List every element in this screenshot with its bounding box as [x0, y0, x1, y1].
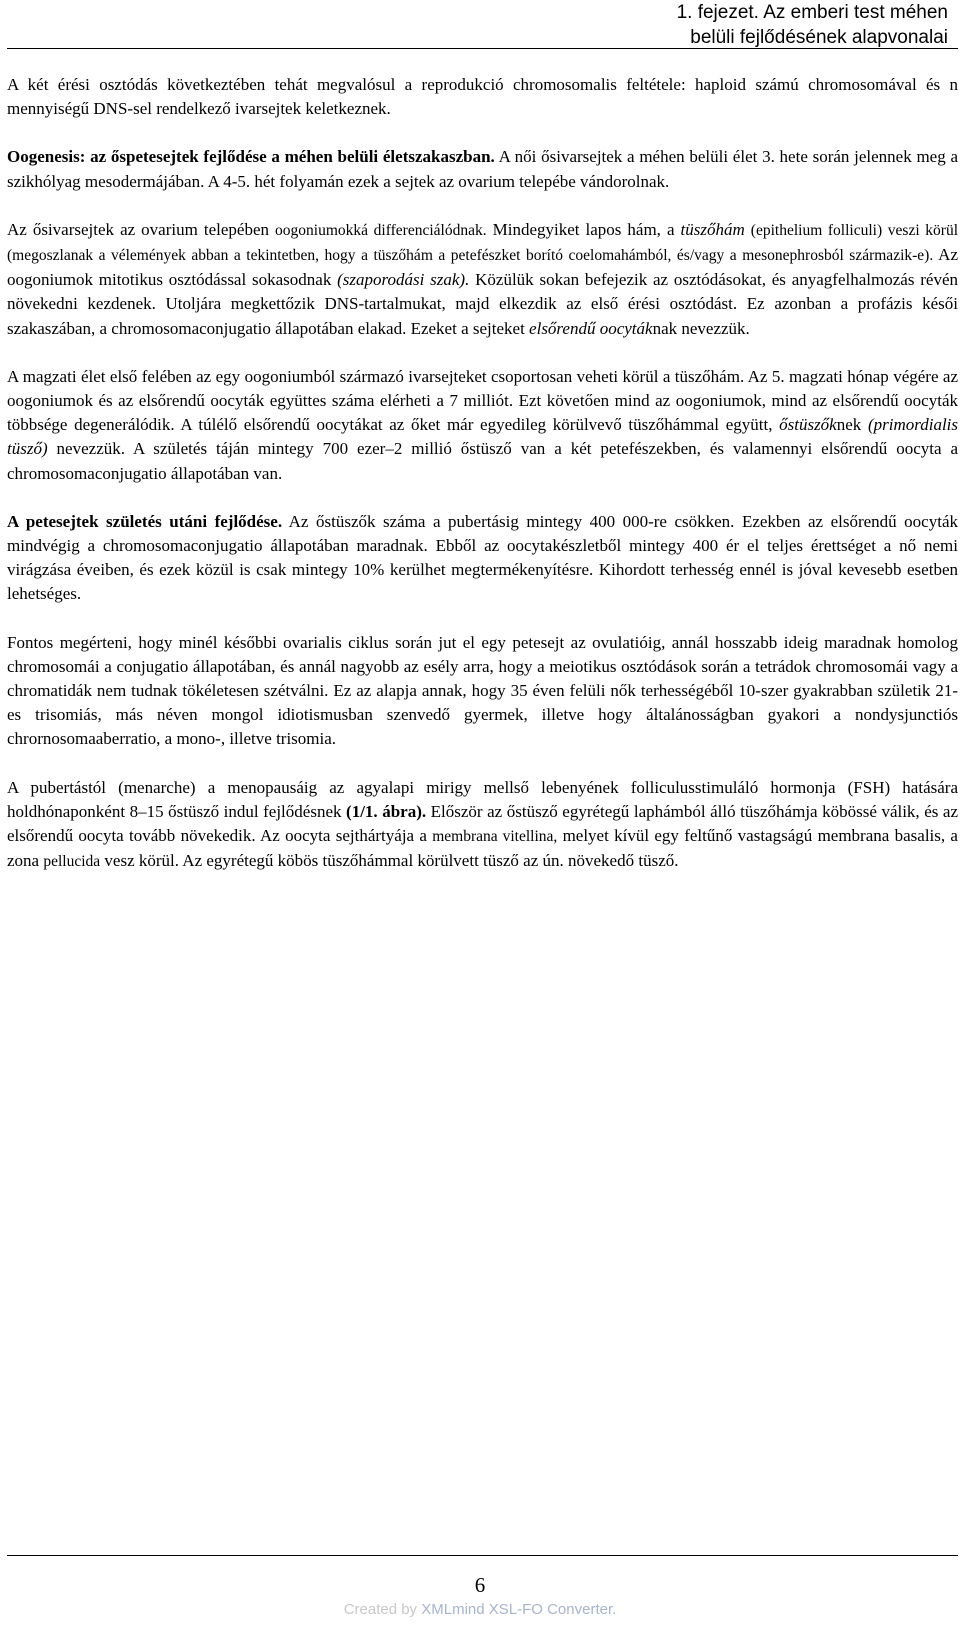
- header-line-2: belüli fejlődésének alapvonalai: [690, 27, 948, 48]
- figure-reference: (1/1. ábra).: [346, 801, 427, 821]
- creator-watermark: Created by XMLmind XSL-FO Converter.: [343, 1601, 617, 1618]
- paragraph-puberty: A pubertástól (menarche) a menopausáig az agyalapi mirigy mellső lebenyének folliculusstimuláló hormonja (FSH) hatására holdhónaponként 8–15 őstüsző indul fejlődésnek (1/1. ábra). Először az őstüsző egyrétegű laphámból álló tüszőhámja köbössé válik, és az elsőrendű oocyta tovább növekedik. Az oocyta sejthártyája a membrana vitellina, melyet kívül egy feltűnő vastagságú membrana basalis, a zona pellucida vesz körül. Az egyrétegű köbös tüszőhámmal körülvett tüsző az ún. növekedő tüsző.: [7, 777, 959, 871]
- page-number: 6: [474, 1573, 486, 1597]
- paragraph-postnatal: A petesejtek születés utáni fejlődése. Az őstüszők száma a pubertásig mintegy 400 000-re csökken. Ezekben az elsőrendű oocyták mindvégig a chromosomaconjugatio állapotában maradnak. Ebből az oocytakészletből mintegy 400 ér el teljes érettséget a nő nemi virágzása éveiben, és ezek közül is csak mintegy 10% kerülhet megtermékenyítésre. Kihordott terhesség ennél is jóval kevesebb esetben lehetséges.: [7, 511, 958, 604]
- footer-divider: [7, 1555, 958, 1556]
- section-heading-oogenesis: Oogenesis: az őspetesejtek fejlődése a méhen belüli életszakaszban.: [7, 147, 495, 167]
- paragraph-oogonia: Az ősivarsejtek az ovarium telepében oogoniumokká differenciálódnak. Mindegyiket lapos hám, a tüszőhám (epithelium folliculi) veszi körül (megoszlanak a vélemények abban a tekintetben, hogy a tüszőhám a petefészket borító coelomahámból, és/vagy a mesonephrosból származik-e). Az oogoniumok mitotikus osztódással sokasodnak (szaporodási szak). Közülük sokan befejezik az osztódásokat, és anyagfelhalmozás révén növekedni kezdenek. Utoljára megkettőzik DNS-tartalmukat, majd elkezdik az első érési osztódást. Ez azonban a profázis késői szakaszában, a chromosomaconjugatio állapotában elakad. Ezeket a sejteket elsőrendű oocytáknak nevezzük.: [7, 219, 959, 338]
- running-header: [0, 0, 948, 50]
- paragraph-nondysjunction: Fontos megérteni, hogy minél későbbi ovarialis ciklus során jut el egy petesejt az ovulatióig, annál hosszabb ideig maradnak homolog chromosomái a conjugatio állapotában, és annál nagyobb az esély arra, hogy a meiotikus osztódások során a tetrádok chromosomái vagy a chromatidák nem tudnak tökéletesen szétválni. Ez az alapja annak, hogy 35 éven felüli nők terhességéből 10-szer gyakrabban születik 21-es trisomiás, más néven mongol idiotismusban szenvedő gyermek, illetve hogy általánosságban gyakori a nondysjunctiós chrornosomaaberratio, a mono-, illetve trisomia.: [7, 632, 958, 749]
- page-body: [7, 73, 958, 898]
- section-heading-postnatal: A petesejtek születés utáni fejlődése.: [7, 511, 283, 531]
- header-line-1: 1. fejezet. Az emberi test méhen: [676, 2, 948, 23]
- paragraph-fetal-life: A magzati élet első felében az egy oogoniumból származó ivarsejteket csoportosan veheti körül a tüszőhám. Az 5. magzati hónap végére az oogoniumok és az elsőrendű oocyták együttes száma elérheti a 7 milliót. Ezt követően mind az oogoniumok, mind az elsőrendű oocyták többsége degenerálódik. A túlélő elsőrendű oocytákat az őket már egyedileg körülvevő tüszőhámmal együtt, őstüszőknek (primordialis tüsző) nevezzük. A születés táján mintegy 700 ezer–2 millió őstüsző van a két petefészekben, és valamennyi elsőrendű oocyta a chromosomaconjugatio állapotában van.: [7, 366, 958, 483]
- paragraph-oogenesis: Oogenesis: az őspetesejtek fejlődése a méhen belüli életszakaszban. A női ősivarsejtek a méhen belüli élet 3. hete során jelennek meg a szikhólyag mesodermájában. A 4-5. hét folyamán ezek a sejtek az ovarium telepébe vándorolnak.: [7, 147, 958, 191]
- header-divider: [7, 48, 958, 49]
- paragraph-reproduction: A két érési osztódás következtében tehát megvalósul a reprodukció chromosomalis feltétele: haploid számú chromosomával és n mennyiségű DNS-sel rendelkező ivarsejtek keletkeznek.: [7, 75, 958, 119]
